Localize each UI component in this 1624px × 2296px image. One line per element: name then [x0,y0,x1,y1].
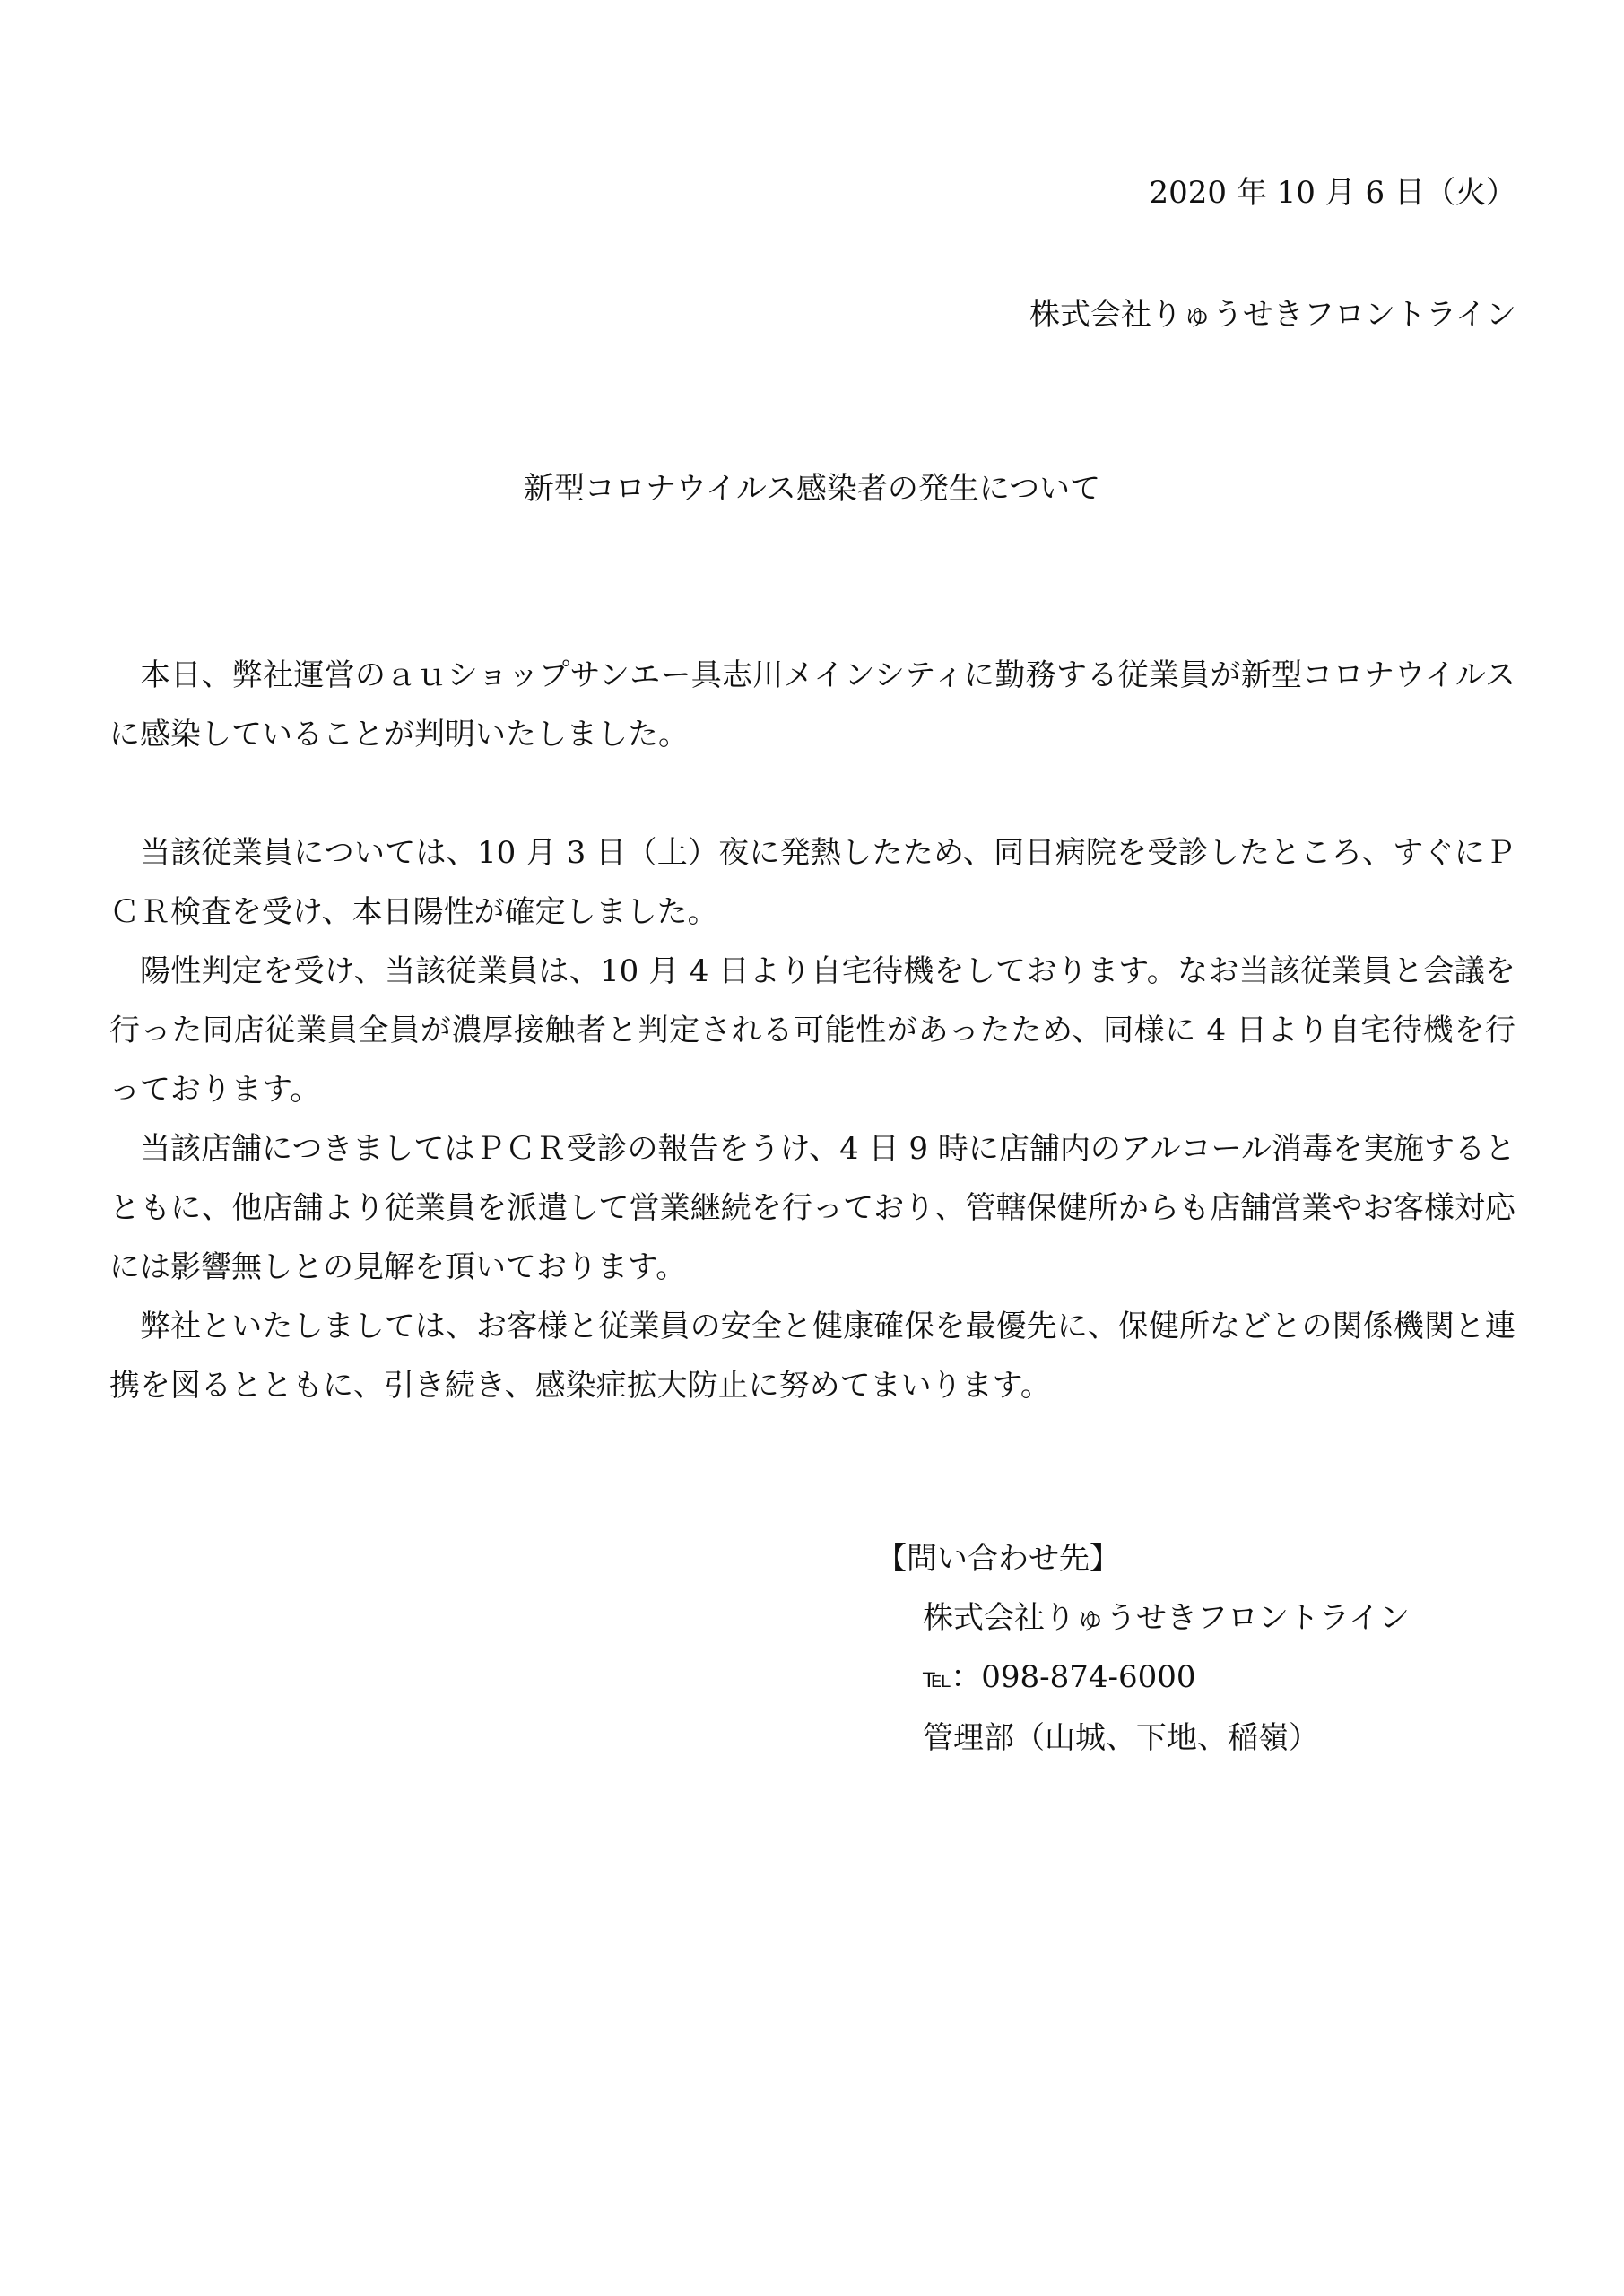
tel-number: 098-874-6000 [981,1659,1196,1695]
document-date: 2020 年 10 月 6 日（火） [1149,175,1516,211]
body-paragraph-4: 当該店舗につきましてはＰＣＲ受診の報告をうけ、4 日 9 時に店舗内のアルコール消毒を実施するとともに、他店舗より従業員を派遣して営業継続を行っており、管轄保健所からも店舗営業やお客様対応には影響無しとの見解を頂いております。 [109,1131,1515,1285]
body-paragraph-2: 当該従業員については、10 月 3 日（土）夜に発熱したため、同日病院を受診したところ、すぐにＰＣＲ検査を受け、本日陽性が確定しました。 [109,835,1515,930]
contact-company: 株式会社りゅうせきフロントライン [923,1600,1410,1636]
contact-phone [923,1648,1410,1709]
body-paragraph-3: 陽性判定を受け、当該従業員は、10 月 4 日より自宅待機をしております。なお当該従業員と会議を行った同店従業員全員が濃厚接触者と判定される可能性があったため、同様に 4 日より自宅待機を行っております。 [109,953,1515,1108]
body-paragraph-5: 弊社といたしましては、お客様と従業員の安全と健康確保を最優先に、保健所などとの関係機関と連携を図るとともに、引き続き、感染症拡大防止に努めてまいります。 [109,1309,1515,1404]
contact-department: 管理部（山城、下地、稲嶺） [923,1720,1319,1756]
tel-icon: ℡ [923,1663,951,1694]
document-title: 新型コロナウイルス感染者の発生について [523,471,1101,507]
body-paragraph-1: 本日、弊社運営のａｕショップサンエー具志川メインシティに勤務する従業員が新型コロナウイルスに感染していることが判明いたしました。 [109,657,1515,752]
contact-block [876,1529,1410,1768]
tel-separator: ： [951,1659,982,1695]
issuer-company: 株式会社りゅうせきフロントライン [1029,297,1516,333]
contact-heading: 【問い合わせ先】 [876,1541,1120,1577]
document-body [109,646,1515,1415]
